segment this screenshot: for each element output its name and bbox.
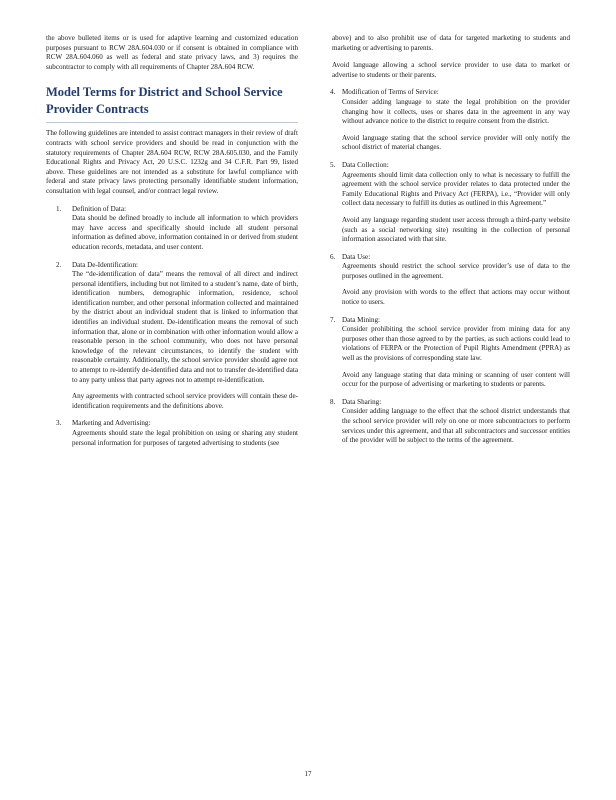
list-item-title: Data Mining: [342,315,381,324]
list-item-number: 3. [56,419,62,428]
list-item-data-use [332,253,570,308]
right-intro-paragraph-2: Avoid language allowing a school service provider to use data to market or advertise to students or their parents. [332,61,570,79]
list-item-title: Data Sharing: [342,397,382,406]
list-item-title: Data Collection: [342,160,389,169]
list-item-paragraph: Consider prohibiting the school service provider from mining data for any purposes other than those agreed to by the parties, as such actions could lead to violations of FERPA or the Protection of Pupil Rights Amendment (PPRA) as well as the provisions of corresponding state law. [342,325,570,363]
list-item-number: 2. [56,260,62,269]
right-intro-paragraph: above) and to also prohibit use of data for targeted marketing to students and marketing or advertising to parents. [332,34,570,52]
list-item-number: 8. [330,397,336,406]
left-numbered-list [46,205,298,449]
list-item-paragraph: Avoid any provision with words to the effect that actions may occur without notice to users. [342,288,570,307]
list-item-paragraph: The “de-identification of data” means the removal of all direct and indirect personal identifiers, including but not limited to a student’s name, date of birth, identification numbers, demographic information, residence, school identification number, and other personal information collected and maintained by the district about an individual student that is linked to information that identifies an individual student. De-identification means the removal of such information that, alone or in combination with other information would allow a reasonable person in the school community, who does not have personal knowledge of the relevant circumstances, to identify the student with reasonable certainty. Additionally, the school service provider should agree not to attempt to re-identify de-identified data and not to transfer de-identified data to any party unless that party agrees not to attempt re-identification. [72,270,298,384]
list-item-paragraph: Avoid language stating that the school service provider will only notify the school district of material changes. [342,133,570,152]
left-intro-paragraph: the above bulleted items or is used for adaptive learning and customized education purposes pursuant to RCW 28A.604.030 or if consent is obtained in compliance with RCW 28A.604.060 as well as federal and state privacy laws, and 3) requires the subcontractor to comply with all requirements of Chapter 28A.604 RCW. [46,34,298,71]
list-item-title: Definition of Data: [72,204,126,213]
section-heading: Model Terms for District and School Service Provider Contracts [46,84,298,123]
list-item-data-sharing [332,398,570,446]
list-item-paragraph: Consider adding language to the effect that the school district understands that the school service provider will rely on one or more subcontractors to perform services under this agreement, and that all subcontractors and successor entities of the provider will be subject to the terms of the agreement. [342,407,570,445]
list-item-data-de-identification [46,261,298,412]
right-numbered-list [332,88,570,445]
list-item-paragraph: Avoid any language stating that data mining or scanning of user content will occur for the purpose of advertising or marketing to students or parents. [342,370,570,389]
list-item-data-collection [332,161,570,245]
list-item-title: Marketing and Advertising: [72,419,151,428]
list-item-number: 6. [330,252,336,261]
right-column [332,34,570,454]
page-number: 17 [304,770,312,778]
list-item-paragraph: Avoid any language regarding student user access through a third-party website (such as a social networking site) resulting in the collection of personal information associated with that site. [342,215,570,244]
list-item-paragraph: Any agreements with contracted school service providers will contain these de-identification requirements and the definitions above. [72,392,298,410]
list-item-marketing-advertising [46,419,298,448]
list-item-title: Data De-Identification: [72,260,138,269]
list-item-paragraph: Data should be defined broadly to include all information to which providers may have access and specifically should include all student personal information as defined above, information contained in or derived from student education records, metadata, and user content. [72,214,298,251]
list-item-paragraph: Agreements should limit data collection only to what is necessary to fulfill the agreement with the school service provider relates to data protected under the Family Educational Rights and Privacy Act (FERPA), i.e., “Provider will only collect data necessary to fulfill its duties as outlined in this Agreement.” [342,170,570,208]
list-item-number: 1. [56,204,62,213]
list-item-number: 7. [330,315,336,324]
list-item-title: Data Use: [342,252,371,261]
left-column [46,34,298,456]
list-item-title: Modification of Terms of Service: [342,88,439,97]
list-item-paragraph: Agreements should restrict the school service provider’s use of data to the purposes outlined in the agreement. [342,262,570,280]
list-item-data-mining [332,316,570,390]
guidelines-paragraph: The following guidelines are intended to assist contract managers in their review of draft contracts with school service providers and should be read in conjunction with the statutory requirements of Chapter 28A.604 RCW, RCW 28A.605.030, and the Family Educational Rights and Privacy Act, 20 U.S.C. 1232g and 34 C.F.R. Part 99, listed above. These guidelines are not intended as a substitute for lawful compliance with federal and state privacy laws protecting personally identifiable student information, consultation with legal counsel, and/or contract legal review. [46,129,298,195]
list-item-number: 4. [330,88,336,97]
list-item-paragraph: Consider adding language to state the legal prohibition on the provider changing how it collects, uses or shares data in the agreement in any way without advance notice to the district to require consent from the district. [342,97,570,126]
list-item-paragraph: Agreements should state the legal prohibition on using or sharing any student personal information for purposes of targeted advertising to students (see [72,429,298,447]
list-item-modification-of-terms [332,88,570,153]
list-item-number: 5. [330,160,336,169]
list-item-definition-of-data [46,205,298,253]
